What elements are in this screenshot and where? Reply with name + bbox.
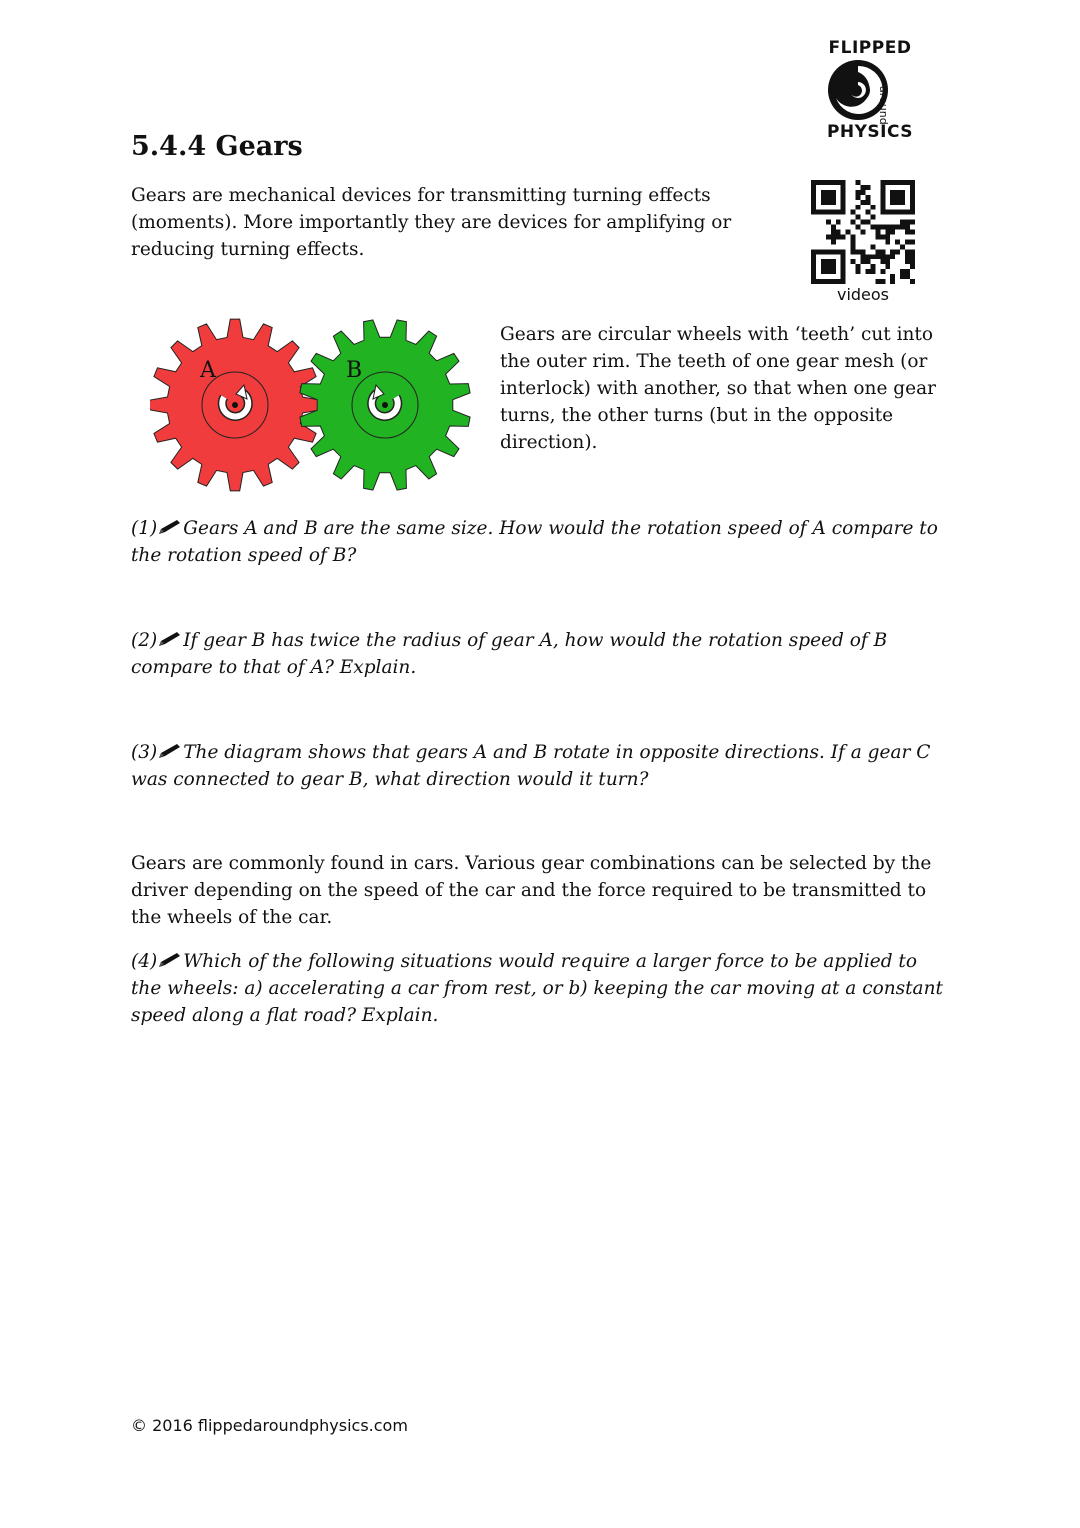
- qr-module: [861, 200, 866, 205]
- qr-videos-label: videos: [836, 285, 890, 304]
- qr-module: [826, 220, 831, 225]
- pencil-icon: [157, 519, 183, 535]
- qr-module: [905, 254, 910, 259]
- qr-module: [870, 244, 875, 249]
- qr-module: [910, 264, 915, 269]
- qr-module: [890, 249, 895, 254]
- qr-module: [861, 190, 866, 195]
- qr-module: [831, 239, 836, 244]
- qr-module: [885, 254, 890, 259]
- qr-module: [885, 264, 890, 269]
- qr-module: [861, 230, 866, 235]
- qr-module: [895, 225, 900, 230]
- qr-module: [905, 225, 910, 230]
- question-1-text: Gears A and B are the same size. How would the rotation speed of A compare to the rotation speed of B?: [131, 518, 938, 566]
- pencil-icon: [157, 952, 183, 968]
- qr-module: [821, 259, 836, 274]
- qr-module: [890, 190, 905, 205]
- figure-description: Gears are circular wheels with ‘teeth’ cut into the outer rim. The teeth of one gear mesh (or interlock) with another, so that when one gear turns, the other turns (but in the opposite direction).: [500, 324, 936, 453]
- logo-word-physics: PHYSICS: [826, 122, 914, 142]
- qr-module: [875, 279, 880, 284]
- qr-module: [870, 205, 875, 210]
- qr-module: [856, 269, 861, 274]
- gear-b: [300, 320, 470, 490]
- qr-module: [861, 249, 866, 254]
- qr-module: [856, 225, 861, 230]
- qr-module: [870, 225, 875, 230]
- qr-module: [880, 269, 885, 274]
- qr-module: [910, 220, 915, 225]
- qr-module: [875, 249, 880, 254]
- flipped-around-physics-logo: [822, 36, 918, 144]
- qr-module: [880, 279, 885, 284]
- qr-module: [856, 195, 861, 200]
- question-1: [131, 515, 951, 569]
- qr-module: [905, 239, 910, 244]
- qr-module: [895, 249, 900, 254]
- gear-a-axle: [232, 402, 238, 408]
- qr-module: [885, 230, 890, 235]
- qr-module: [875, 225, 880, 230]
- qr-module: [880, 225, 885, 230]
- qr-module: [880, 259, 885, 264]
- qr-module: [836, 230, 841, 235]
- qr-module: [900, 274, 905, 279]
- qr-module: [910, 239, 915, 244]
- qr-module: [890, 254, 895, 259]
- qr-module: [875, 254, 880, 259]
- qr-module: [861, 220, 866, 225]
- qr-module: [856, 205, 861, 210]
- question-3: [131, 739, 951, 793]
- qr-module: [905, 220, 910, 225]
- qr-module: [885, 234, 890, 239]
- pencil-icon: [157, 631, 183, 647]
- qr-module: [890, 279, 895, 284]
- qr-module: [856, 190, 861, 195]
- qr-module: [900, 244, 905, 249]
- qr-module: [875, 234, 880, 239]
- qr-module: [910, 230, 915, 235]
- qr-module: [851, 249, 856, 254]
- qr-module: [870, 269, 875, 274]
- qr-module: [865, 220, 870, 225]
- qr-module: [890, 230, 895, 235]
- gear-b-label: B: [346, 358, 363, 383]
- qr-module: [865, 185, 870, 190]
- qr-module: [910, 249, 915, 254]
- qr-module: [836, 220, 841, 225]
- qr-code[interactable]: [811, 180, 915, 284]
- logo-word-around: around: [877, 86, 890, 125]
- qr-module: [831, 225, 836, 230]
- qr-module: [865, 269, 870, 274]
- qr-module: [821, 190, 836, 205]
- qr-module: [865, 210, 870, 215]
- qr-module: [851, 234, 856, 239]
- question-4-text: Which of the following situations would require a larger force to be applied to the wheels: a) accelerating a car from rest, or b) keeping the car moving at a constant speed along a flat road? Explain.: [131, 951, 943, 1026]
- qr-module: [851, 244, 856, 249]
- qr-module: [841, 234, 846, 239]
- qr-module: [910, 259, 915, 264]
- cars-paragraph: Gears are commonly found in cars. Various gear combinations can be selected by the driver depending on the speed of the car and the force required to be transmitted to the wheels of the car.: [131, 853, 932, 928]
- qr-module: [856, 215, 861, 220]
- qr-module: [851, 239, 856, 244]
- qr-module: [890, 225, 895, 230]
- qr-module: [831, 234, 836, 239]
- qr-module: [865, 195, 870, 200]
- qr-module: [846, 230, 851, 235]
- footer-copyright: © 2016 flippedaroundphysics.com: [131, 1416, 408, 1435]
- qr-module: [870, 215, 875, 220]
- qr-module: [910, 254, 915, 259]
- question-2-text: If gear B has twice the radius of gear A, how would the rotation speed of B compare to that of A? Explain.: [131, 630, 888, 678]
- qr-module: [885, 239, 890, 244]
- qr-module: [870, 254, 875, 259]
- qr-module: [905, 259, 910, 264]
- qr-module: [865, 259, 870, 264]
- qr-module: [875, 230, 880, 235]
- qr-module: [851, 210, 856, 215]
- qr-module: [900, 220, 905, 225]
- page-title: 5.4.4 Gears: [131, 131, 303, 162]
- logo-word-flipped: FLIPPED: [828, 38, 912, 58]
- qr-module: [905, 269, 910, 274]
- qr-module: [831, 230, 836, 235]
- qr-module: [856, 180, 861, 185]
- gear-b-axle: [382, 402, 388, 408]
- qr-module: [910, 279, 915, 284]
- gear-a: [150, 319, 321, 491]
- qr-module: [861, 185, 866, 190]
- qr-module: [905, 230, 910, 235]
- qr-module: [905, 249, 910, 254]
- question-3-number: (3): [131, 742, 158, 763]
- qr-module: [880, 249, 885, 254]
- qr-module: [865, 254, 870, 259]
- qr-module: [905, 274, 910, 279]
- question-2-number: (2): [131, 630, 158, 651]
- qr-module: [851, 259, 856, 264]
- qr-module: [826, 234, 831, 239]
- qr-module: [861, 259, 866, 264]
- qr-module: [861, 254, 866, 259]
- qr-module: [885, 259, 890, 264]
- question-2: [131, 627, 951, 681]
- gear-a-label: A: [200, 358, 216, 383]
- qr-module: [890, 274, 895, 279]
- question-1-number: (1): [131, 518, 158, 539]
- question-4: [131, 948, 951, 1029]
- qr-module: [870, 264, 875, 269]
- qr-module: [880, 254, 885, 259]
- question-4-number: (4): [131, 951, 158, 972]
- qr-module: [856, 249, 861, 254]
- qr-module: [900, 269, 905, 274]
- qr-module: [836, 234, 841, 239]
- qr-module: [865, 200, 870, 205]
- pencil-icon: [157, 743, 183, 759]
- qr-module: [885, 225, 890, 230]
- gears-diagram: [150, 315, 480, 500]
- qr-module: [895, 239, 900, 244]
- qr-module: [856, 264, 861, 269]
- qr-module: [851, 220, 856, 225]
- intro-paragraph: Gears are mechanical devices for transmitting turning effects (moments). More importantly they are devices for amplifying or reducing turning effects.: [131, 185, 732, 260]
- qr-module: [880, 234, 885, 239]
- question-3-text: The diagram shows that gears A and B rotate in opposite directions. If a gear C was connected to gear B, what direction would it turn?: [131, 742, 931, 790]
- qr-module: [900, 225, 905, 230]
